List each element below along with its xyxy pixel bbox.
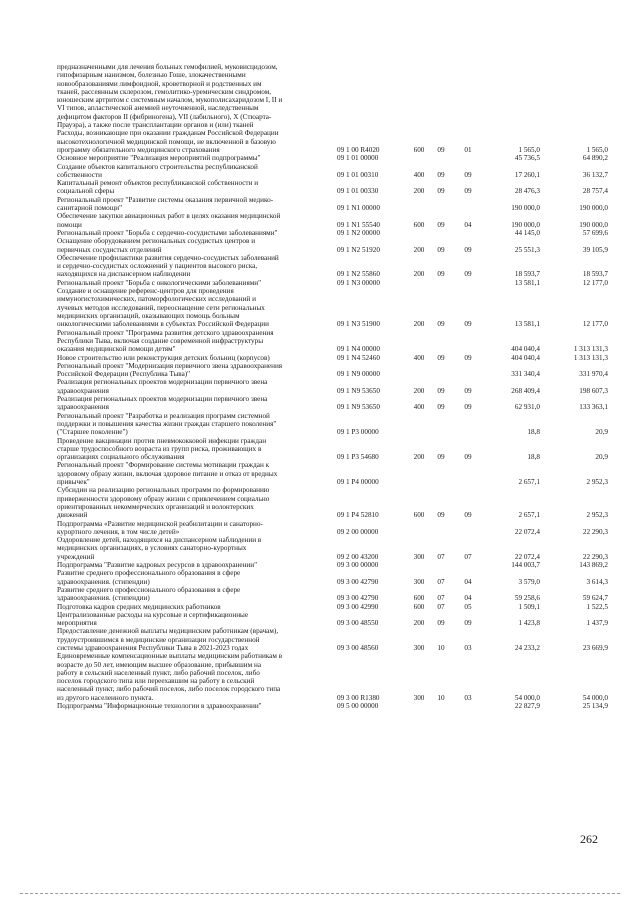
subsection: 04 [464,594,472,603]
row-name-line: Подпрограмма "Информационные технологии в здравоохранении" [57,702,262,711]
amount-2023: 39 105,9 [582,245,608,254]
row-name [57,437,333,462]
section: 09 [437,220,445,229]
row-name-line: собственности [57,170,102,179]
amount-2023: 28 757,4 [582,187,608,196]
expense-type: 600 [413,511,425,520]
amount-2023: 18 593,7 [582,270,608,279]
amount-2022: 18 593,7 [514,270,540,279]
row-name-line: возрасте до 50 лет, имеющим высшее образование, прибывшим на [57,660,262,669]
target-code: 09 1 00 R4020 [337,145,380,154]
amount-2022: 13 581,1 [514,320,540,329]
amount-2022: 18,8 [527,428,540,437]
target-code: 09 1 N2 51920 [337,245,380,254]
row-name-line: Региональный проект "Разработка и реализация программ системной [57,411,270,420]
row-name-line: движений [57,511,88,520]
expense-type: 600 [413,145,425,154]
row-name [57,461,333,486]
amount-2023: 190 000,0 [579,220,608,229]
row-name-line: учреждений [57,552,95,561]
amount-2023: 2 952,3 [586,477,608,486]
subsection: 09 [464,245,472,254]
row-name [57,287,333,328]
section: 10 [437,693,445,702]
section: 09 [437,187,445,196]
table-row [0,229,640,237]
target-code: 09 1 01 00310 [337,170,379,179]
target-code: 09 1 N9 53650 [337,386,380,395]
row-name-line: тканей, рассеянным склерозом, гемолитико-уремическим синдромом, [57,87,272,96]
amount-2022: 17 260,1 [514,170,540,179]
amount-2022: 28 476,3 [514,187,540,196]
row-name-line: поселок городского типа или переехавшим на работу в сельский [57,677,255,686]
subsection: 04 [464,220,472,229]
row-name-line: Капитальный ремонт объектов республиканской собственности и [57,179,259,188]
row-name [57,652,333,702]
row-name [57,603,333,611]
row-name-line: Создание объектов капитального строительства республиканской [57,162,258,171]
amount-2023: 57 699,6 [582,229,608,237]
table-row [0,378,640,395]
table-row [0,586,640,603]
row-name-line: поддержки и повышения качества жизни граждан старшего поколения" [57,419,277,428]
amount-2023: 331 970,4 [579,370,608,379]
table-row [0,63,640,129]
table-row [0,163,640,180]
row-name-line: Подпрограмма «Развитие медицинской реабилитации и санаторно- [57,519,263,528]
row-name-line: системы здравоохранения Республики Тыва в 2021-2023 годах [57,643,249,652]
target-code: 09 1 N9 00000 [337,370,380,379]
row-name [57,163,333,180]
target-code: 09 2 00 00000 [337,527,379,536]
table-row [0,154,640,162]
amount-2022: 2 657,1 [518,511,540,520]
row-name [57,179,333,196]
amount-2023: 1 565,0 [586,145,608,154]
row-name [57,196,333,213]
table-row [0,196,640,213]
expense-type: 600 [413,220,425,229]
row-name [57,486,333,519]
table-row [0,279,640,287]
row-name-line: Создание и оснащение референс-центров для проведения [57,287,234,296]
section: 09 [437,353,445,362]
row-name-line: Обеспечение закупки авиационных работ в целях оказания медицинской [57,212,281,221]
amount-2022: 45 736,5 [514,154,540,163]
amount-2023: 190 000,0 [579,204,608,213]
table-row [0,412,640,437]
row-name-line: лучевых методов исследований, переоснащение сети региональных [57,303,265,312]
subsection: 09 [464,187,472,196]
row-name-line: Региональный проект "Борьба с онкологическими заболеваниями" [57,278,262,287]
row-name-line: привычек" [57,477,90,486]
row-name-line: Региональный проект "Формирование системы мотивации граждан к [57,461,270,470]
section: 09 [437,386,445,395]
section: 09 [437,511,445,520]
row-name-line: санитарной помощи" [57,204,123,213]
target-code: 09 1 P3 54680 [337,453,379,462]
table-row [0,627,640,652]
section: 09 [437,245,445,254]
expense-type: 200 [413,270,425,279]
expense-type: 300 [413,552,425,561]
row-name-line: Республики Тыва, включая создание современной инфраструктуры [57,336,264,345]
section: 09 [437,270,445,279]
amount-2022: 3 579,0 [518,577,540,586]
section: 07 [437,594,445,603]
row-name-line: здоровому образу жизни, включая здоровое питание и отказ от вредных [57,469,278,478]
subsection: 03 [464,643,472,652]
amount-2023: 22 290,3 [582,527,608,536]
row-name-line: ("Старшее поколение") [57,428,128,437]
expense-type: 200 [413,320,425,329]
row-name [57,627,333,652]
row-name-line: программу обязательного медицинского страхования [57,145,220,154]
table-row [0,354,640,362]
table-row [0,329,640,354]
table-row [0,461,640,486]
target-code: 09 2 00 43200 [337,552,379,561]
row-name-line: юношеским артритом с системным началом, мукополисахаридозом I, II и [57,96,283,105]
subsection: 07 [464,552,472,561]
expense-type: 200 [413,453,425,462]
amount-2023: 1 522,5 [586,602,608,611]
amount-2023: 1 437,9 [586,619,608,628]
row-name-line: первичных сосудистых отделений [57,245,162,254]
table-row [0,437,640,462]
row-name [57,378,333,395]
expense-type: 200 [413,619,425,628]
subsection: 05 [464,602,472,611]
target-code: 09 3 00 R1380 [337,693,380,702]
row-name-line: Региональный проект "Модернизация первичного звена здравоохранения [57,361,283,370]
section: 07 [437,577,445,586]
amount-2022: 404 040,4 [511,345,540,354]
row-name-line: Оснащение оборудованием региональных сосудистых центров и [57,237,256,246]
subsection: 09 [464,386,472,395]
amount-2022: 13 581,1 [514,278,540,287]
target-code: 09 1 N1 00000 [337,204,380,213]
target-code: 09 1 N2 00000 [337,229,380,237]
row-name-line: здравоохранения [57,403,109,412]
expense-type: 600 [413,602,425,611]
amount-2023: 12 177,0 [582,320,608,329]
table-row [0,395,640,412]
row-name-line: Централизованные расходы на курсовые и сертификационные [57,610,249,619]
expense-type: 300 [413,643,425,652]
expense-type: 300 [413,577,425,586]
target-code: 09 1 N4 00000 [337,345,380,354]
amount-2022: 59 258,6 [514,594,540,603]
target-code: 09 3 00 48550 [337,619,379,628]
section: 09 [437,619,445,628]
section: 10 [437,643,445,652]
amount-2023: 23 669,9 [582,643,608,652]
row-name [57,520,333,537]
row-name-line: Региональный проект "Развитие системы оказания первичной медико- [57,195,274,204]
subsection: 09 [464,511,472,520]
row-name-line: высокотехнологичной медицинской помощи, не включенной в базовую [57,137,276,146]
row-name [57,536,333,561]
section: 07 [437,602,445,611]
row-name [57,569,333,586]
row-name-line: мероприятия [57,619,97,628]
table-row [0,212,640,229]
subsection: 09 [464,270,472,279]
amount-2022: 190 000,0 [511,204,540,213]
row-name-line: здравоохранения. (стипендии) [57,577,150,586]
table-row [0,486,640,519]
row-name [57,561,333,569]
target-code: 09 1 01 00000 [337,154,379,163]
table-row [0,652,640,702]
row-name-line: гипофизарным нанизмом, болезнью Гоше, злокачественными [57,71,246,80]
amount-2022: 22 072,4 [514,552,540,561]
amount-2023: 20,9 [595,428,608,437]
expense-type: 200 [413,187,425,196]
row-name-line: Развитие среднего профессионального образования в сфере [57,569,241,578]
target-code: 09 1 N4 52460 [337,353,380,362]
amount-2023: 198 607,3 [579,386,608,395]
page-number: 262 [580,832,598,846]
amount-2022: 1 509,1 [518,602,540,611]
amount-2022: 44 145,0 [514,229,540,237]
amount-2023: 36 132,7 [582,170,608,179]
row-name-line: Региональный проект "Борьба с сердечно-сосудистыми заболеваниями" [57,229,278,237]
row-name-line: Единовременные компенсационные выплаты медицинским работникам в [57,652,283,661]
row-name-line: приверженности здоровому образу жизни с привлечением социально [57,494,270,503]
row-name-line: здравоохранения [57,386,109,395]
row-name [57,237,333,254]
row-name-line: старше трудоспособного возраста из групп риска, проживающих в [57,444,262,453]
row-name-line: иммуногистохимических, патоморфологических исследований и [57,295,256,304]
amount-2023: 2 952,3 [586,511,608,520]
amount-2022: 268 409,4 [511,386,540,395]
target-code: 09 3 00 42990 [337,602,379,611]
table-row [0,287,640,329]
row-name [57,129,333,154]
target-code: 09 1 N3 00000 [337,278,380,287]
subsection: 09 [464,453,472,462]
section: 09 [437,453,445,462]
amount-2022: 190 000,0 [511,220,540,229]
amount-2022: 331 340,4 [511,370,540,379]
target-code: 09 5 00 00000 [337,702,379,711]
amount-2023: 1 313 131,3 [573,353,608,362]
row-name-line: и сердечно-сосудистых осложнений у пациентов высокого риска, [57,262,258,271]
row-name-line: Основное мероприятие "Реализация мероприятий подпрограммы" [57,154,261,163]
row-name [57,395,333,412]
amount-2023: 59 624,7 [582,594,608,603]
table-row [0,611,640,628]
row-name [57,362,333,379]
row-name [57,611,333,628]
table-row [0,536,640,561]
section: 09 [437,170,445,179]
row-name-line: организациях социального обслуживания [57,453,185,462]
target-code: 09 1 N9 53650 [337,403,380,412]
amount-2022: 62 931,0 [514,403,540,412]
row-name-line: Расходы, возникающие при оказании гражданам Российской Федерации [57,129,279,138]
row-name [57,354,333,362]
subsection: 03 [464,693,472,702]
row-name-line: Оздоровление детей, находящихся на диспансерном наблюдении в [57,536,262,545]
amount-2022: 2 657,1 [518,477,540,486]
row-name-line: населенный пункт, либо рабочий поселок, либо поселок городского типа [57,685,281,694]
amount-2022: 54 000,0 [514,693,540,702]
expense-type: 200 [413,386,425,395]
row-name-line: работу в сельский населенный пункт, либо рабочий поселок, либо [57,668,260,677]
expense-type: 400 [413,170,425,179]
amount-2023: 133 363,1 [579,403,608,412]
amount-2023: 1 313 131,3 [573,345,608,354]
section: 07 [437,552,445,561]
row-name [57,254,333,279]
table-row [0,561,640,569]
row-name-line: из другого населенного пункта. [57,693,154,702]
amount-2022: 22 072,4 [514,527,540,536]
subsection: 09 [464,170,472,179]
amount-2022: 404 040,4 [511,353,540,362]
table-row [0,569,640,586]
amount-2022: 22 827,9 [514,702,540,711]
row-name-line: помощи [57,220,82,229]
row-name [57,702,333,710]
table-row [0,362,640,379]
row-name [57,63,333,129]
row-name-line: Развитие среднего профессионального образования в сфере [57,585,241,594]
amount-2022: 1 423,8 [518,619,540,628]
expense-type: 600 [413,594,425,603]
subsection: 09 [464,619,472,628]
bottom-rule [20,893,620,894]
expense-type: 400 [413,403,425,412]
row-name-line: предназначенными для лечения больных гемофилией, муковисцидозом, [57,63,278,71]
target-code: 09 3 00 00000 [337,561,379,569]
row-name-line: новообразованиями лимфоидной, кроветворной и родственных им [57,79,262,88]
amount-2022: 144 003,7 [511,561,540,569]
expense-type: 300 [413,693,425,702]
section: 09 [437,403,445,412]
amount-2022: 18,8 [527,453,540,462]
row-name-line: оказания медицинской помощи детям" [57,345,176,354]
row-name-line: Обеспечение профилактики развития сердечно-сосудистых заболеваний [57,253,279,262]
row-name-line: Реализация региональных проектов модернизации первичного звена [57,395,268,403]
target-code: 09 1 01 00330 [337,187,379,196]
row-name-line: находящихся на диспансерном наблюдении [57,270,191,279]
row-name-line: трудоустроившимся в медицинские организации государственной [57,635,260,644]
target-code: 09 1 N2 55860 [337,270,380,279]
subsection: 04 [464,577,472,586]
row-name-line: курортного лечения, в том числе детей» [57,527,180,536]
subsection: 09 [464,403,472,412]
row-name-line: Российской Федерации (Республика Тыва)" [57,370,191,379]
target-code: 09 1 P3 00000 [337,428,379,437]
table-row [0,179,640,196]
table-row [0,237,640,254]
row-name-line: социальной сферы [57,187,115,196]
row-name-line: медицинских организациях, в условиях санаторно-курортных [57,544,247,553]
row-name [57,212,333,229]
row-name-line: Прауэра), а также после трансплантации органов и (или) тканей [57,121,254,130]
row-name-line: онкологическими заболеваниями в субъектах Российской Федерации [57,320,269,329]
row-name [57,229,333,237]
row-name [57,412,333,437]
target-code: 09 1 P4 52810 [337,511,379,520]
row-name-line: Подпрограмма "Развитие кадровых ресурсов в здравоохранении" [57,561,258,569]
row-name-line: здравоохранения. (стипендии) [57,594,150,603]
amount-2022: 1 565,0 [518,145,540,154]
table-row [0,254,640,279]
subsection: 09 [464,320,472,329]
row-name-line: Субсидии на реализацию региональных программ по формированию [57,486,270,495]
row-name [57,586,333,603]
target-code: 09 3 00 42790 [337,577,379,586]
amount-2023: 12 177,0 [582,278,608,287]
table-row [0,603,640,611]
target-code: 09 3 00 48560 [337,643,379,652]
row-name-line: Проведение вакцинации против пневмококковой инфекции граждан [57,436,267,445]
row-name-line: медицинских организаций, оказывающих помощь больным [57,311,240,320]
amount-2022: 25 551,3 [514,245,540,254]
row-name-line: Подготовка кадров средних медицинских работников [57,602,221,611]
table-row [0,702,640,710]
row-name-line: ориентированных некоммерческих организаций и волонтерских [57,502,254,511]
amount-2023: 22 290,3 [582,552,608,561]
row-name-line: Новое строительство или реконструкция детских больниц (корпусов) [57,353,270,362]
amount-2023: 54 000,0 [582,693,608,702]
amount-2022: 24 233,2 [514,643,540,652]
target-code: 09 1 P4 00000 [337,477,379,486]
target-code: 09 3 00 42790 [337,594,379,603]
target-code: 09 1 N3 51900 [337,320,380,329]
expense-type: 200 [413,245,425,254]
row-name-line: Реализация региональных проектов модернизации первичного звена [57,378,268,387]
table-row [0,520,640,537]
row-name-line: VI типов, апластической анемией неуточненной, наследственным [57,104,259,113]
expense-type: 400 [413,353,425,362]
section: 09 [437,145,445,154]
row-name-line: дефицитом факторов II (фибриногена), VII (лабильного), X (Стюарта- [57,112,272,121]
amount-2023: 3 614,3 [586,577,608,586]
amount-2023: 143 869,2 [579,561,608,569]
row-name [57,154,333,162]
subsection: 01 [464,145,472,154]
row-name [57,279,333,287]
amount-2023: 20,9 [595,453,608,462]
row-name-line: Предоставление денежной выплаты медицинским работникам (врачам), [57,627,279,636]
subsection: 09 [464,353,472,362]
amount-2023: 64 890,2 [582,154,608,163]
row-name-line: Региональный проект "Программа развития детского здравоохранения [57,328,274,337]
table-row [0,129,640,154]
amount-2023: 25 134,9 [582,702,608,711]
target-code: 09 1 N1 55540 [337,220,380,229]
section: 09 [437,320,445,329]
row-name [57,329,333,354]
